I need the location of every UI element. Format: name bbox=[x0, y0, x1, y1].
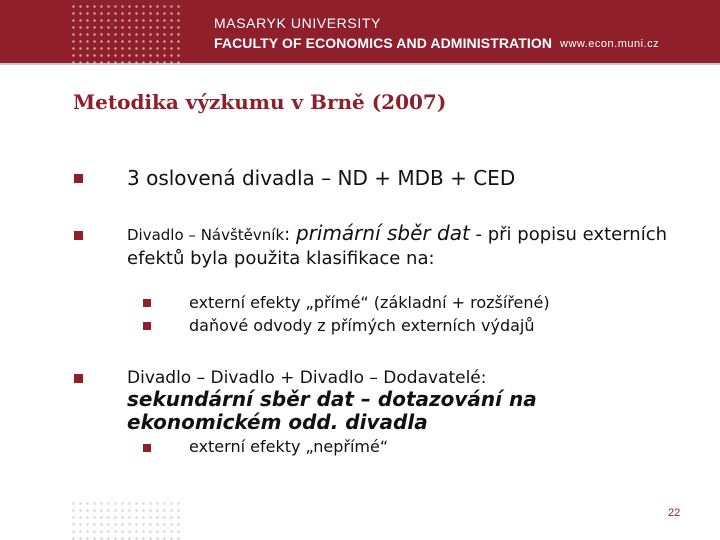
bullet-2-sub-2: daňové odvody z přímých externích výdajů bbox=[189, 316, 535, 335]
bullet-square-icon bbox=[74, 174, 83, 183]
bullet-3-emphasis: sekundární sběr dat – dotazování na ekonomickém odd. divadla bbox=[127, 387, 537, 434]
bullet-3-sub-1: externí efekty „nepřímé“ bbox=[189, 437, 389, 456]
bullet-3-lead: Divadlo – Divadlo + Divadlo – Dodavatelé: bbox=[127, 368, 487, 388]
bullet-3-text bbox=[127, 368, 697, 434]
footer-dot-pattern bbox=[70, 500, 182, 540]
faculty-name: FACULTY OF ECONOMICS AND ADMINISTRATION bbox=[214, 35, 553, 51]
bullet-1-text: 3 oslovená divadla – ND + MDB + CED bbox=[127, 166, 516, 190]
website-url: www.econ.muni.cz bbox=[560, 38, 660, 50]
bullet-square-icon bbox=[74, 231, 83, 240]
bullet-2-emphasis: primární sběr dat bbox=[295, 221, 470, 245]
page-number: 22 bbox=[668, 507, 681, 519]
bullet-2-sub-1: externí efekty „přímé“ (základní + rozšířené) bbox=[189, 293, 550, 312]
bullet-square-icon bbox=[74, 374, 83, 383]
bullet-2-rest: - při popisu externích efektů byla použita klasifikace na: bbox=[127, 224, 667, 269]
sub-bullet-square-icon bbox=[143, 322, 151, 330]
bullet-2-lead: Divadlo – Návštěvník bbox=[127, 226, 285, 244]
dot-pattern-logo bbox=[70, 3, 182, 77]
bullet-2-text bbox=[127, 222, 697, 270]
university-name: MASARYK UNIVERSITY bbox=[214, 15, 381, 31]
bullet-2-colon: : bbox=[284, 224, 291, 245]
slide-title: Metodika výzkumu v Brně (2007) bbox=[73, 90, 447, 114]
sub-bullet-square-icon bbox=[143, 444, 151, 452]
sub-bullet-square-icon bbox=[143, 299, 151, 307]
